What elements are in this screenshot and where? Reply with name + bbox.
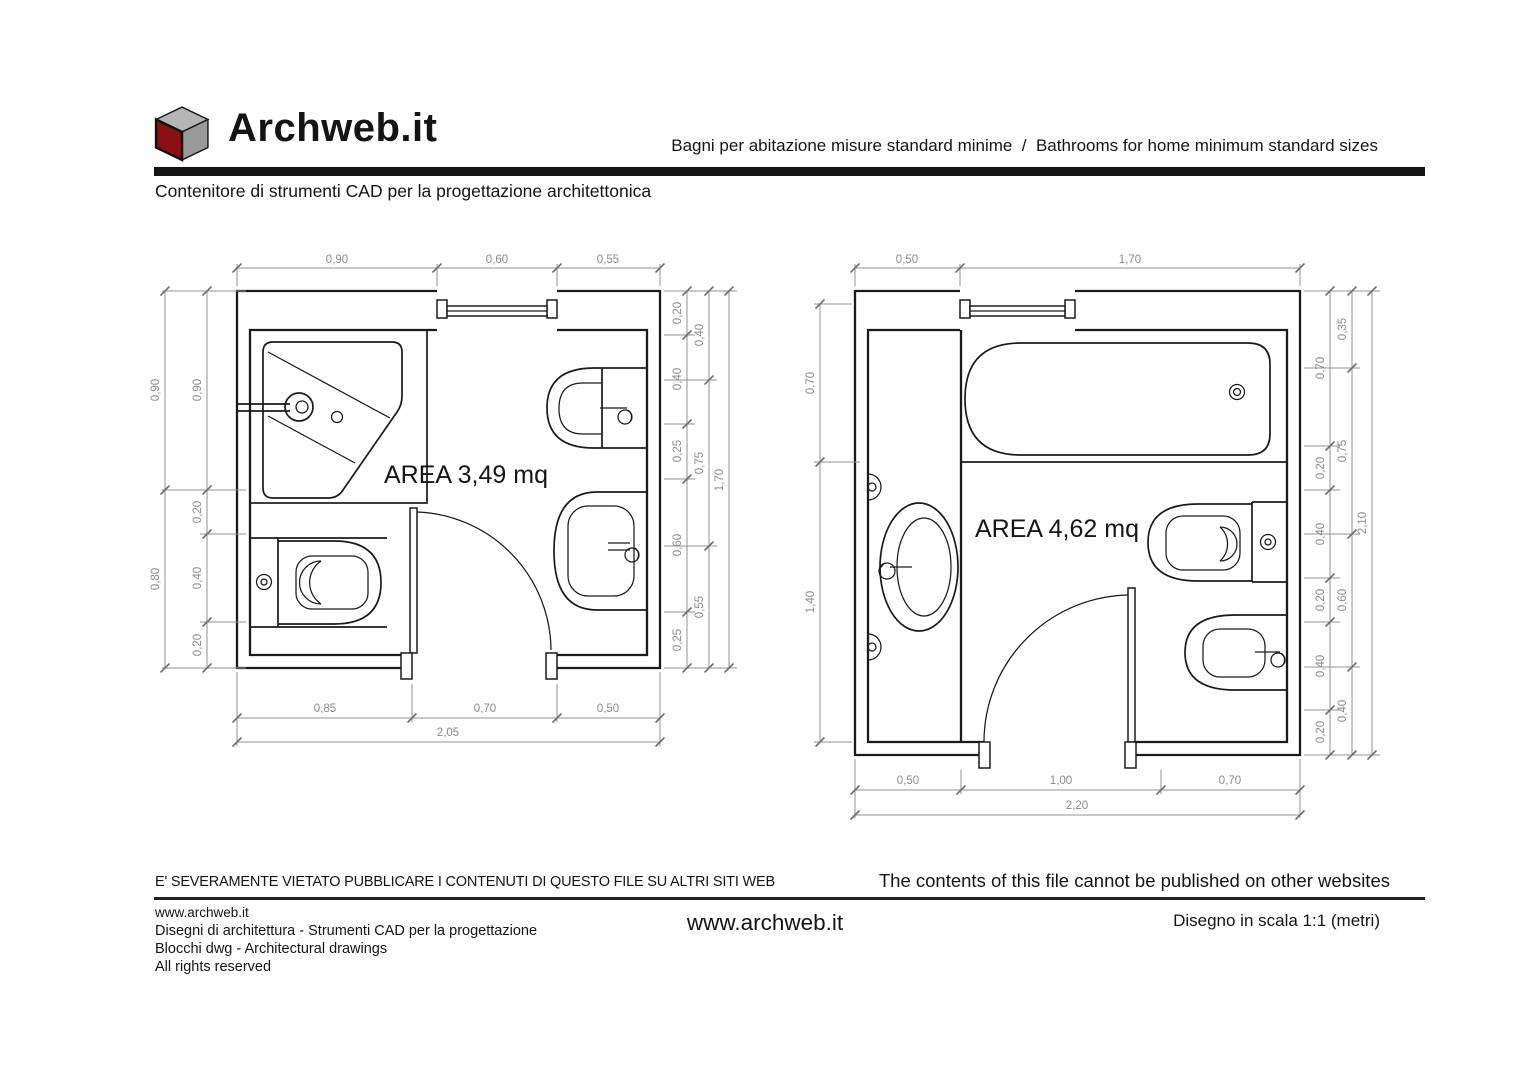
copyright-notice-it: E' SEVERAMENTE VIETATO PUBBLICARE I CONTENUTI DI QUESTO FILE SU ALTRI SITI WEB [155,874,775,890]
footer-site-url-center: www.archweb.it [686,910,844,935]
svg-text:0,90: 0,90 [192,378,204,402]
svg-text:0,60: 0,60 [1337,588,1349,612]
svg-text:0,70: 0,70 [1218,775,1242,787]
svg-text:0,75: 0,75 [694,451,706,475]
svg-text:2,05: 2,05 [436,727,460,739]
archweb-cube-logo-icon [152,106,212,162]
footer-credits [155,904,537,976]
plan1-dim-right [664,287,737,673]
svg-text:1,00: 1,00 [1049,775,1073,787]
svg-text:0,40: 0,40 [1315,522,1327,546]
plan2-dim-bottom [851,759,1305,820]
svg-text:0,20: 0,20 [192,500,204,524]
plan2-door-swing [979,588,1136,768]
svg-text:0,25: 0,25 [672,628,684,652]
plan1-area-label: AREA 3,49 mq [384,461,548,489]
plan1-washbasin [554,492,647,610]
svg-text:0,20: 0,20 [1315,456,1327,480]
plan2-dim-top [851,254,1305,286]
plan1-door-swing [401,508,557,679]
svg-text:0,55: 0,55 [596,254,620,266]
svg-text:0,60: 0,60 [485,254,509,266]
svg-text:0,90: 0,90 [325,254,349,266]
svg-text:0,25: 0,25 [672,439,684,463]
svg-text:0,40: 0,40 [672,367,684,391]
svg-text:1,70: 1,70 [714,468,726,492]
plan2-wall-hooks [868,474,881,660]
svg-text:0,20: 0,20 [1315,720,1327,744]
plan2-bidet [1185,615,1287,690]
svg-text:0,70: 0,70 [1315,356,1327,380]
brand-title: Archweb.it [228,106,438,150]
plan1-window [437,300,557,318]
plan1-toilet [250,538,387,627]
svg-text:0,75: 0,75 [1337,439,1349,463]
svg-text:0,35: 0,35 [1337,317,1349,341]
sheet-subtitle: Contenitore di strumenti CAD per la progettazione architettonica [155,181,652,201]
plan2-dim-right [1304,287,1380,760]
svg-text:0,40: 0,40 [192,566,204,590]
plan2-area-label: AREA 4,62 mq [975,515,1139,543]
footer-line-architettura: Disegni di architettura - Strumenti CAD per la progettazione [155,923,538,939]
svg-text:0,20: 0,20 [672,301,684,325]
svg-text:0,40: 0,40 [1337,699,1349,723]
svg-text:2,20: 2,20 [1065,800,1089,812]
plan2-toilet [1148,502,1287,582]
svg-text:0,20: 0,20 [192,633,204,657]
footer-line-rights: All rights reserved [155,959,272,975]
svg-text:0,85: 0,85 [313,703,337,715]
footer-site-url: www.archweb.it [155,905,249,920]
svg-text:2,10: 2,10 [1357,511,1369,535]
plan1-dim-bottom [233,672,665,747]
svg-text:0,50: 0,50 [895,254,919,266]
svg-text:0,60: 0,60 [672,533,684,557]
svg-text:0,40: 0,40 [1315,654,1327,678]
svg-text:0,50: 0,50 [896,775,920,787]
plan2-window [960,300,1075,318]
floor-plan-2 [800,240,1460,840]
footer-line-blocchi: Blocchi dwg - Architectural drawings [155,941,388,957]
footer-scale-note: Disegno in scala 1:1 (metri) [1173,911,1380,930]
svg-text:0,90: 0,90 [150,378,162,402]
svg-text:0,55: 0,55 [694,595,706,619]
sheet-tagline: Bagni per abitazione misure standard minime / Bathrooms for home minimum standard sizes [671,136,1378,155]
svg-text:0,40: 0,40 [694,323,706,347]
footer-rule [154,897,1425,900]
copyright-notice-en: The contents of this file cannot be published on other websites [878,870,1390,891]
svg-text:0,70: 0,70 [473,703,497,715]
svg-text:0,20: 0,20 [1315,588,1327,612]
svg-text:0,80: 0,80 [150,567,162,591]
plan1-bidet [547,368,647,448]
plan1-dim-top [233,254,665,286]
floor-plan-1 [150,240,790,800]
svg-text:0,50: 0,50 [596,703,620,715]
svg-text:1,70: 1,70 [1118,254,1142,266]
plan1-dim-left [150,287,246,673]
plan2-bathtub [961,343,1287,462]
plan2-dim-left [805,300,860,747]
plan2-washbasin [879,503,958,631]
svg-text:0,70: 0,70 [805,371,817,395]
svg-text:1,40: 1,40 [805,590,817,614]
header-rule [154,167,1425,176]
